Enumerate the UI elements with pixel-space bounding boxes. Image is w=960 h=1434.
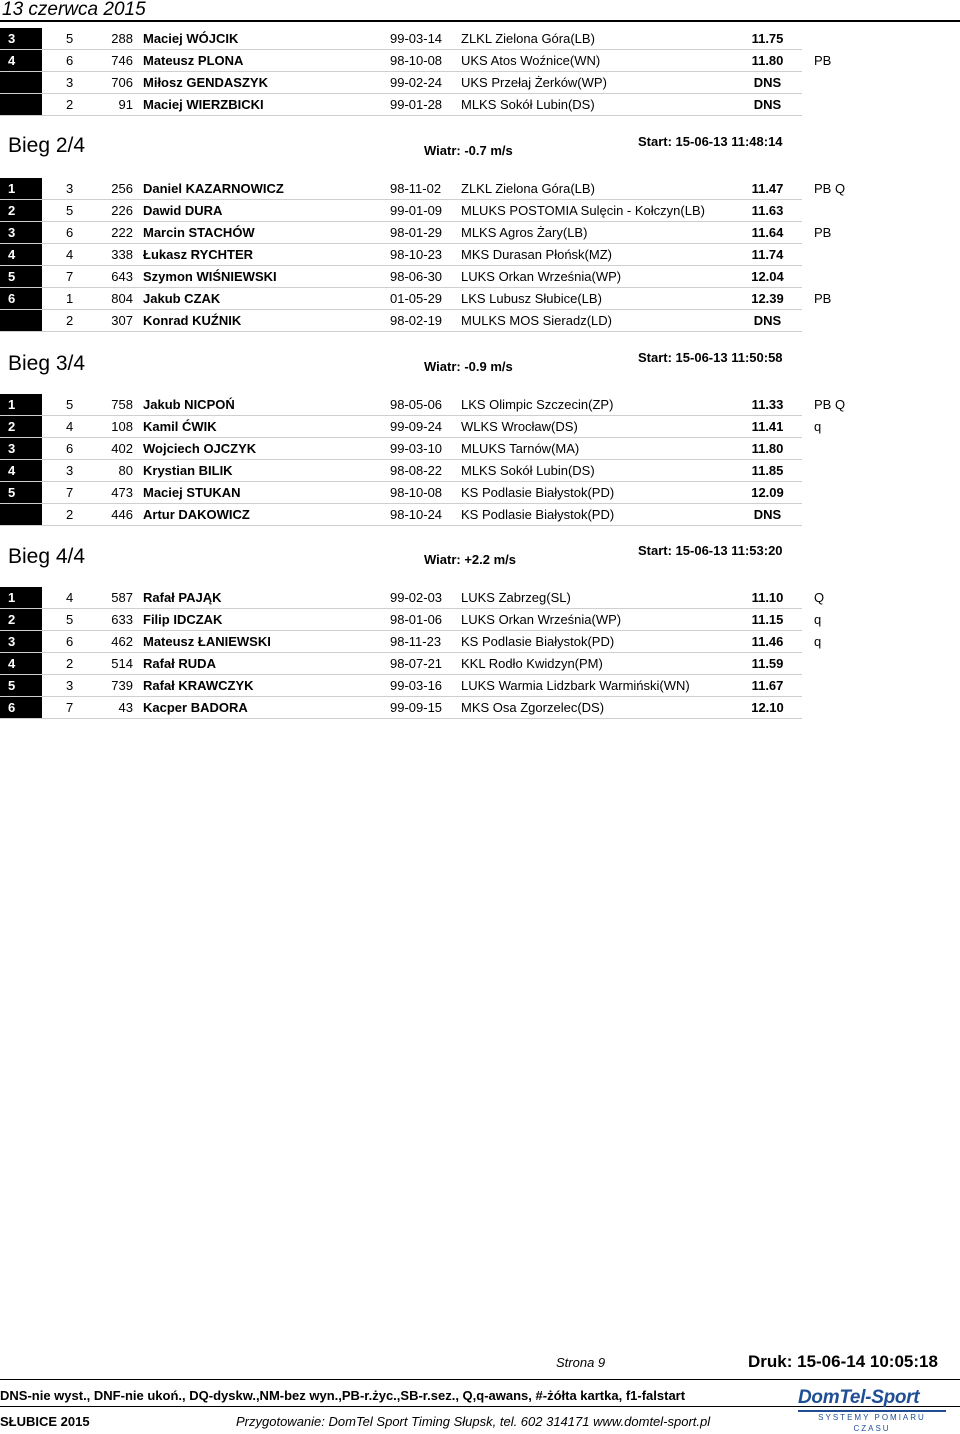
result-time: 11.64 (733, 222, 802, 244)
athlete-name: Rafał RUDA (143, 653, 390, 675)
result-note: PB (814, 291, 832, 306)
athlete-name: Konrad KUŹNIK (143, 310, 390, 332)
result-note: Q (814, 590, 825, 606)
place-cell: 6 (0, 697, 42, 719)
athlete-name: Kacper BADORA (143, 697, 390, 719)
print-timestamp: Druk: 15-06-14 10:05:18 (748, 1352, 938, 1371)
event-city: SŁUBICE 2015 (0, 1414, 90, 1429)
result-time: 11.59 (733, 653, 802, 675)
lane-cell: 2 (42, 310, 85, 332)
athlete-name: Mateusz PLONA (143, 50, 390, 72)
lane-cell: 6 (42, 438, 85, 460)
club-name: ZLKL Zielona Góra(LB) (458, 28, 733, 50)
athlete-name: Krystian BILIK (143, 460, 390, 482)
bib-cell: 402 (85, 438, 143, 460)
result-note (802, 697, 960, 719)
heat-wind: Wiatr: -0.7 m/s (424, 143, 513, 158)
table-row (0, 504, 960, 526)
club-name: KS Podlasie Białystok(PD) (458, 631, 733, 653)
athlete-name: Daniel KAZARNOWICZ (143, 178, 390, 200)
bib-cell: 108 (85, 416, 143, 438)
result-note: PB (814, 225, 832, 240)
table-row (0, 310, 960, 332)
birth-date: 98-01-29 (390, 222, 458, 244)
table-row (0, 416, 960, 438)
lane-cell: 5 (42, 394, 85, 416)
page-date-text: 13 czerwca 2015 (2, 0, 146, 20)
table-row (0, 222, 960, 244)
birth-date: 98-10-08 (390, 50, 458, 72)
heat-start-time: Start: 15-06-13 11:48:14 (638, 134, 783, 149)
result-note (802, 460, 960, 482)
lane-cell: 3 (42, 72, 85, 94)
athlete-name: Maciej WÓJCIK (143, 28, 390, 50)
athlete-name: Kamil ĆWIK (143, 416, 390, 438)
bib-cell: 587 (85, 587, 143, 609)
table-row (0, 609, 960, 631)
birth-date: 98-08-22 (390, 460, 458, 482)
table-row (0, 653, 960, 675)
result-note (802, 266, 960, 288)
table-row (0, 200, 960, 222)
table-row (0, 460, 960, 482)
place-cell: 2 (0, 609, 42, 631)
birth-date: 98-05-06 (390, 394, 458, 416)
bib-cell: 739 (85, 675, 143, 697)
result-time: 11.15 (733, 609, 802, 631)
place-cell (0, 94, 42, 116)
lane-cell: 7 (42, 266, 85, 288)
result-time: 12.39 (733, 288, 802, 310)
lane-cell: 7 (42, 697, 85, 719)
place-cell (0, 72, 42, 94)
result-note (802, 310, 960, 332)
table-row (0, 178, 960, 200)
place-cell: 5 (0, 266, 42, 288)
place-cell: 2 (0, 200, 42, 222)
bib-cell: 706 (85, 72, 143, 94)
birth-date: 99-02-03 (390, 587, 458, 609)
place-cell: 4 (0, 653, 42, 675)
athlete-name: Mateusz ŁANIEWSKI (143, 631, 390, 653)
bib-cell: 80 (85, 460, 143, 482)
place-cell: 3 (0, 28, 42, 50)
result-time: 11.80 (733, 50, 802, 72)
athlete-name: Maciej WIERZBICKI (143, 94, 390, 116)
result-note: q (814, 634, 822, 649)
table-row (0, 394, 960, 416)
club-name: MULKS MOS Sieradz(LD) (458, 310, 733, 332)
birth-date: 99-03-14 (390, 28, 458, 50)
place-cell: 2 (0, 416, 42, 438)
club-name: ZLKL Zielona Góra(LB) (458, 178, 733, 200)
athlete-name: Wojciech OJCZYK (143, 438, 390, 460)
birth-date: 98-10-23 (390, 244, 458, 266)
result-time: DNS (733, 310, 802, 332)
athlete-name: Rafał KRAWCZYK (143, 675, 390, 697)
lane-cell: 3 (42, 675, 85, 697)
club-name: UKS Przełaj Żerków(WP) (458, 72, 733, 94)
lane-cell: 5 (42, 609, 85, 631)
heat-start-time: Start: 15-06-13 11:53:20 (638, 543, 783, 558)
bib-cell: 91 (85, 94, 143, 116)
result-time: 11.67 (733, 675, 802, 697)
bib-cell: 256 (85, 178, 143, 200)
birth-date: 98-02-19 (390, 310, 458, 332)
heat-results-table (0, 587, 960, 719)
result-time: DNS (733, 504, 802, 526)
lane-cell: 2 (42, 653, 85, 675)
athlete-name: Maciej STUKAN (143, 482, 390, 504)
place-cell: 3 (0, 222, 42, 244)
heat-results-table (0, 394, 960, 526)
heat-title: Bieg 3/4 (8, 352, 86, 375)
lane-cell: 2 (42, 94, 85, 116)
table-row (0, 266, 960, 288)
place-cell: 5 (0, 675, 42, 697)
athlete-name: Artur DAKOWICZ (143, 504, 390, 526)
result-note (802, 72, 960, 94)
result-note: q (814, 612, 822, 627)
place-cell: 5 (0, 482, 42, 504)
heat-wind: Wiatr: +2.2 m/s (424, 552, 517, 567)
club-name: MLUKS Tarnów(MA) (458, 438, 733, 460)
table-row (0, 28, 960, 50)
bib-cell: 288 (85, 28, 143, 50)
birth-date: 01-05-29 (390, 288, 458, 310)
lane-cell: 7 (42, 482, 85, 504)
lane-cell: 2 (42, 504, 85, 526)
result-note (802, 653, 960, 675)
club-name: LKS Olimpic Szczecin(ZP) (458, 394, 733, 416)
result-time: 11.33 (733, 394, 802, 416)
result-note (802, 438, 960, 460)
athlete-name: Jakub CZAK (143, 288, 390, 310)
heat-results-table (0, 178, 960, 332)
club-name: KS Podlasie Białystok(PD) (458, 482, 733, 504)
lane-cell: 6 (42, 222, 85, 244)
table-row (0, 94, 960, 116)
club-name: WLKS Wrocław(DS) (458, 416, 733, 438)
birth-date: 98-07-21 (390, 653, 458, 675)
place-cell: 1 (0, 394, 42, 416)
result-time: 11.46 (733, 631, 802, 653)
table-row (0, 482, 960, 504)
club-name: LUKS Zabrzeg(SL) (458, 587, 733, 609)
birth-date: 99-03-16 (390, 675, 458, 697)
place-cell: 3 (0, 631, 42, 653)
athlete-name: Rafał PAJĄK (143, 587, 390, 609)
lane-cell: 4 (42, 416, 85, 438)
birth-date: 98-11-02 (390, 178, 458, 200)
place-cell: 4 (0, 460, 42, 482)
lane-cell: 3 (42, 460, 85, 482)
lane-cell: 4 (42, 587, 85, 609)
result-time: 11.74 (733, 244, 802, 266)
table-row (0, 72, 960, 94)
birth-date: 98-01-06 (390, 609, 458, 631)
lane-cell: 1 (42, 288, 85, 310)
place-cell: 4 (0, 244, 42, 266)
athlete-name: Łukasz RYCHTER (143, 244, 390, 266)
result-time: DNS (733, 72, 802, 94)
result-time: 11.41 (733, 416, 802, 438)
result-time: 11.85 (733, 460, 802, 482)
result-note (802, 28, 960, 50)
logo-brand: DomTel-Sport (798, 1387, 920, 1408)
bib-cell: 473 (85, 482, 143, 504)
table-row (0, 50, 960, 72)
bib-cell: 514 (85, 653, 143, 675)
athlete-name: Szymon WIŚNIEWSKI (143, 266, 390, 288)
lane-cell: 6 (42, 50, 85, 72)
place-cell (0, 310, 42, 332)
athlete-name: Jakub NICPOŃ (143, 394, 390, 416)
club-name: MLUKS POSTOMIA Sulęcin - Kołczyn(LB) (458, 200, 733, 222)
club-name: MKS Durasan Płońsk(MZ) (458, 244, 733, 266)
heat-title: Bieg 4/4 (8, 545, 86, 568)
athlete-name: Dawid DURA (143, 200, 390, 222)
birth-date: 98-06-30 (390, 266, 458, 288)
heat-start-time: Start: 15-06-13 11:50:58 (638, 350, 783, 365)
heat-title: Bieg 2/4 (8, 134, 86, 157)
place-cell: 1 (0, 178, 42, 200)
heat-wind: Wiatr: -0.9 m/s (424, 359, 513, 374)
table-row (0, 288, 960, 310)
bib-cell: 43 (85, 697, 143, 719)
club-name: LUKS Warmia Lidzbark Warmiński(WN) (458, 675, 733, 697)
club-name: MLKS Sokół Lubin(DS) (458, 460, 733, 482)
result-note: PB Q (814, 397, 846, 413)
result-time: 11.63 (733, 200, 802, 222)
table-row (0, 697, 960, 719)
club-name: LUKS Orkan Września(WP) (458, 609, 733, 631)
result-note: PB Q (814, 181, 846, 197)
bib-cell: 633 (85, 609, 143, 631)
page-date-title (0, 0, 960, 22)
bib-cell: 446 (85, 504, 143, 526)
result-time: 11.75 (733, 28, 802, 50)
bib-cell: 746 (85, 50, 143, 72)
result-note (802, 200, 960, 222)
result-time: 12.10 (733, 697, 802, 719)
club-name: KS Podlasie Białystok(PD) (458, 504, 733, 526)
result-note: q (814, 419, 822, 434)
club-name: UKS Atos Woźnice(WN) (458, 50, 733, 72)
bib-cell: 338 (85, 244, 143, 266)
bib-cell: 804 (85, 288, 143, 310)
lane-cell: 5 (42, 28, 85, 50)
result-time: 12.04 (733, 266, 802, 288)
result-note (802, 94, 960, 116)
result-time: DNS (733, 94, 802, 116)
birth-date: 99-09-15 (390, 697, 458, 719)
club-name: MKS Osa Zgorzelec(DS) (458, 697, 733, 719)
lane-cell: 4 (42, 244, 85, 266)
athlete-name: Miłosz GENDASZYK (143, 72, 390, 94)
lane-cell: 3 (42, 178, 85, 200)
birth-date: 99-01-28 (390, 94, 458, 116)
result-note (802, 482, 960, 504)
club-name: KKL Rodło Kwidzyn(PM) (458, 653, 733, 675)
result-note (802, 504, 960, 526)
heat1-tail-table (0, 28, 960, 116)
place-cell: 4 (0, 50, 42, 72)
bib-cell: 643 (85, 266, 143, 288)
birth-date: 98-10-24 (390, 504, 458, 526)
bib-cell: 307 (85, 310, 143, 332)
result-time: 11.80 (733, 438, 802, 460)
lane-cell: 6 (42, 631, 85, 653)
birth-date: 99-01-09 (390, 200, 458, 222)
bib-cell: 226 (85, 200, 143, 222)
result-time: 11.47 (733, 178, 802, 200)
club-name: MLKS Sokół Lubin(DS) (458, 94, 733, 116)
place-cell: 3 (0, 438, 42, 460)
athlete-name: Marcin STACHÓW (143, 222, 390, 244)
bib-cell: 222 (85, 222, 143, 244)
birth-date: 99-02-24 (390, 72, 458, 94)
place-cell (0, 504, 42, 526)
table-row (0, 675, 960, 697)
result-time: 12.09 (733, 482, 802, 504)
birth-date: 98-11-23 (390, 631, 458, 653)
table-row (0, 438, 960, 460)
birth-date: 99-03-10 (390, 438, 458, 460)
result-time: 11.10 (733, 587, 802, 609)
bib-cell: 758 (85, 394, 143, 416)
club-name: LKS Lubusz Słubice(LB) (458, 288, 733, 310)
abbreviation-legend: DNS-nie wyst., DNF-nie ukoń., DQ-dyskw.,NM-bez wyn.,PB-r.życ.,SB-r.sez., Q,q-awans, #-żółta kartka, f1-falstart (0, 1388, 686, 1403)
result-note: PB (814, 53, 832, 68)
page-number: Strona 9 (556, 1355, 606, 1370)
table-row (0, 587, 960, 609)
table-row (0, 631, 960, 653)
place-cell: 1 (0, 587, 42, 609)
prepared-by: Przygotowanie: DomTel Sport Timing Słupsk, tel. 602 314171 www.domtel-sport.pl (236, 1414, 711, 1429)
domtel-sport-logo (798, 1387, 950, 1433)
place-cell: 6 (0, 288, 42, 310)
table-row (0, 244, 960, 266)
footer-divider (0, 1379, 960, 1380)
birth-date: 99-09-24 (390, 416, 458, 438)
club-name: MLKS Agros Żary(LB) (458, 222, 733, 244)
result-note (802, 675, 960, 697)
athlete-name: Filip IDCZAK (143, 609, 390, 631)
logo-tagline: SYSTEMY POMIARU CZASU (798, 1410, 946, 1434)
lane-cell: 5 (42, 200, 85, 222)
club-name: LUKS Orkan Września(WP) (458, 266, 733, 288)
birth-date: 98-10-08 (390, 482, 458, 504)
result-note (802, 244, 960, 266)
bib-cell: 462 (85, 631, 143, 653)
